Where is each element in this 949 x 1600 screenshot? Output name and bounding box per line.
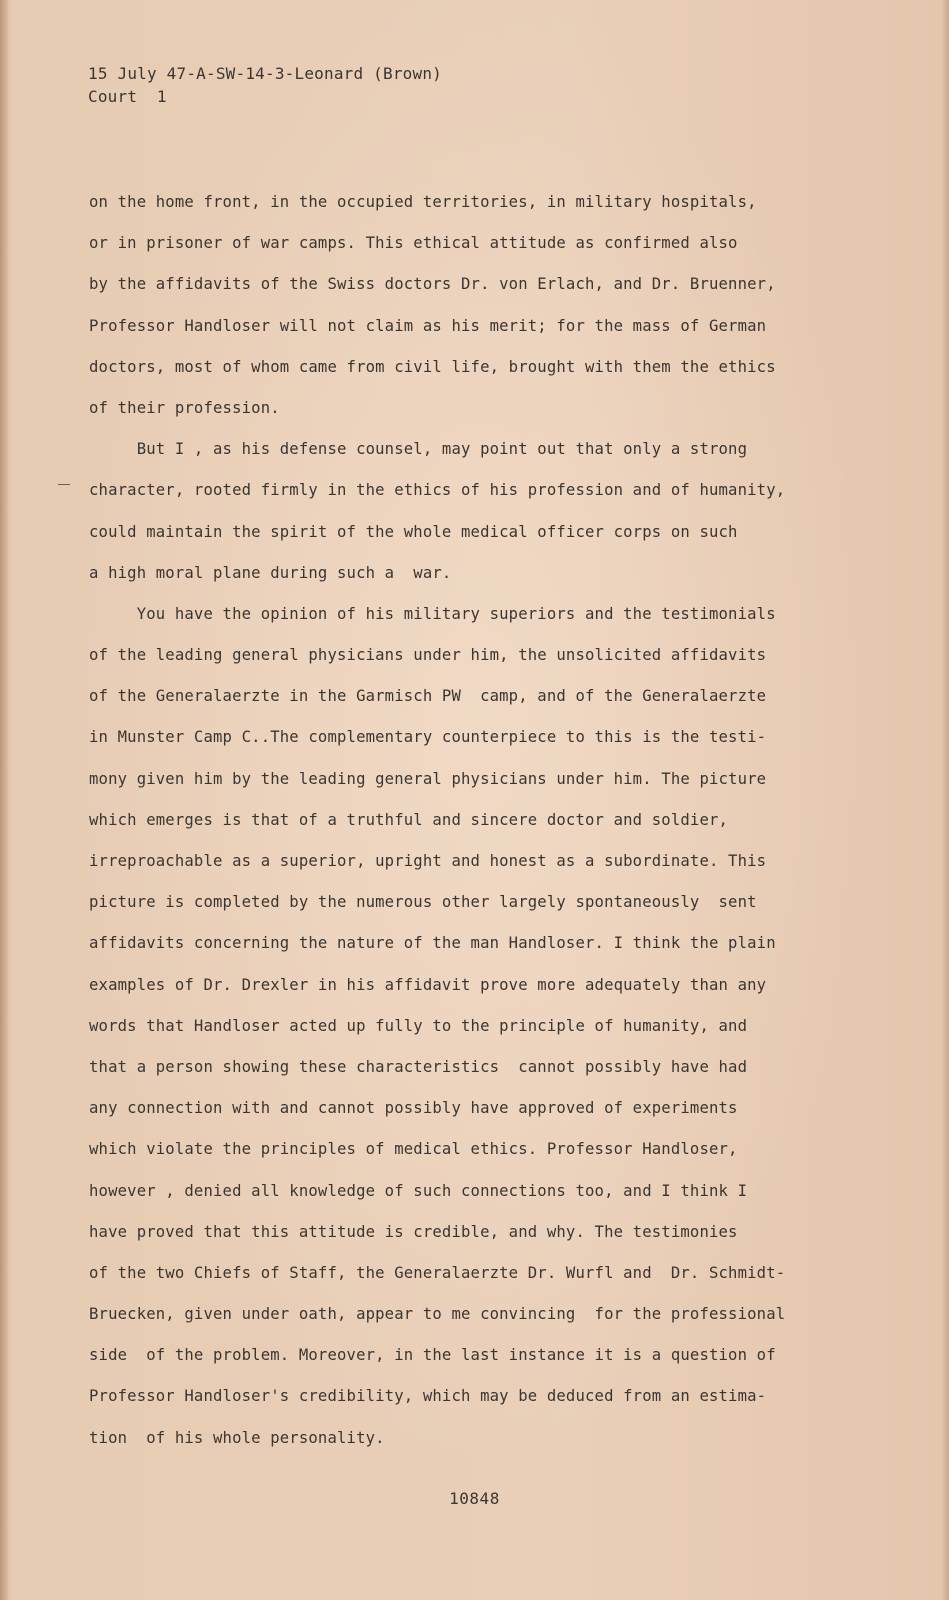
text-line: that a person showing these characteristics cannot possibly have had [89,1057,748,1076]
text-line: irreproachable as a superior, upright and honest as a subordinate. This [89,852,767,870]
text-line: or in prisoner of war camps. This ethical attitude as confirmed also [89,234,738,253]
text-line: by the affidavits of the Swiss doctors Dr. von Erlach, and Dr. Bruenner, [89,275,776,294]
text-line: of the Generalaerzte in the Garmisch PW camp, and of the Generalaerzte [89,687,767,706]
text-line: Bruecken, given under oath, appear to me convincing for the professional [89,1305,786,1324]
text-line: have proved that this attitude is credible, and why. The testimonies [89,1222,738,1241]
text-line: in Munster Camp C..The complementary counterpiece to this is the testi- [89,728,767,747]
text-line: character, rooted firmly in the ethics of his profession and of humanity, [89,481,786,500]
transcript-header [88,62,442,108]
text-line: Professor Handloser will not claim as his merit; for the mass of German [89,316,767,335]
text-line: of the leading general physicians under him, the unsolicited affidavits [89,646,767,665]
text-line: You have the opinion of his military superiors and the testimonials [89,604,776,623]
text-line: any connection with and cannot possibly have approved of experiments [89,1099,738,1118]
text-line: affidavits concerning the nature of the man Handloser. I think the plain [89,934,776,953]
header-court-line: Court 1 [88,87,167,106]
paper-right-edge [941,0,949,1600]
body-text [89,182,849,1459]
text-line: a high moral plane during such a war. [89,563,452,582]
text-line: of the two Chiefs of Staff, the Generalaerzte Dr. Wurfl and Dr. Schmidt- [89,1263,786,1282]
text-line: could maintain the spirit of the whole medical officer corps on such [89,522,738,541]
text-line: doctors, most of whom came from civil life, brought with them the ethics [89,357,776,376]
text-line: But I , as his defense counsel, may point out that only a strong [89,440,748,459]
text-line: side of the problem. Moreover, in the last instance it is a question of [89,1346,776,1365]
text-line: mony given him by the leading general physicians under him. The picture [89,769,767,788]
text-line: which emerges is that of a truthful and sincere doctor and soldier, [89,810,729,829]
header-date-line: 15 July 47-A-SW-14-3-Leonard (Brown) [88,64,442,83]
text-line: picture is completed by the numerous other largely spontaneously sent [89,893,757,912]
text-line: of their profession. [89,398,280,417]
text-line: on the home front, in the occupied territories, in military hospitals, [89,193,757,211]
text-line: tion of his whole personality. [89,1428,385,1447]
text-line: which violate the principles of medical ethics. Professor Handloser, [89,1140,738,1159]
paper-left-edge [0,0,9,1600]
margin-mark [58,484,70,485]
text-line: words that Handloser acted up fully to the principle of humanity, and [89,1016,748,1035]
text-line: examples of Dr. Drexler in his affidavit prove more adequately than any [89,975,767,994]
text-line: however , denied all knowledge of such connections too, and I think I [89,1181,748,1200]
page-number: 10848 [449,1489,500,1508]
text-line: Professor Handloser's credibility, which may be deduced from an estima- [89,1387,767,1406]
